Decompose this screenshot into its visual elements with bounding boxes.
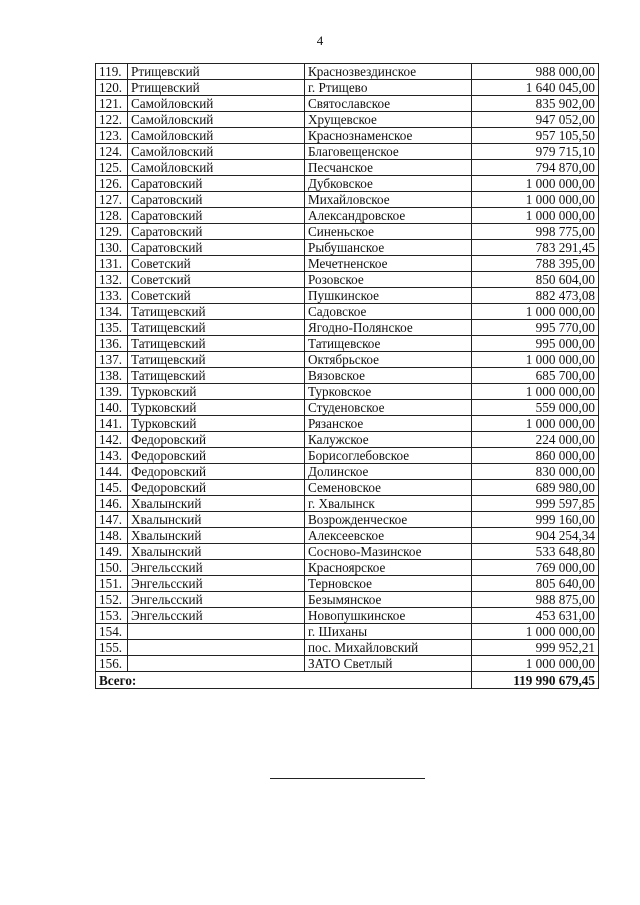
table-row	[96, 576, 599, 592]
cell-district: Хвалынский	[128, 528, 305, 544]
cell-amount: 1 000 000,00	[472, 656, 599, 672]
cell-settlement: Октябрьское	[305, 352, 472, 368]
cell-num: 143.	[96, 448, 128, 464]
table-row	[96, 496, 599, 512]
cell-district: Татищевский	[128, 368, 305, 384]
cell-amount: 805 640,00	[472, 576, 599, 592]
table-row	[96, 608, 599, 624]
cell-settlement: Рыбушанское	[305, 240, 472, 256]
table-row	[96, 64, 599, 80]
cell-amount: 1 000 000,00	[472, 192, 599, 208]
cell-num: 151.	[96, 576, 128, 592]
cell-settlement: Краснознаменское	[305, 128, 472, 144]
cell-district: Саратовский	[128, 192, 305, 208]
cell-settlement: Александровское	[305, 208, 472, 224]
cell-district: Федоровский	[128, 480, 305, 496]
cell-district: Федоровский	[128, 448, 305, 464]
cell-settlement: Михайловское	[305, 192, 472, 208]
cell-settlement: Краснозвездинское	[305, 64, 472, 80]
table-row	[96, 272, 599, 288]
signature-line	[270, 778, 425, 779]
cell-amount: 835 902,00	[472, 96, 599, 112]
cell-district: Саратовский	[128, 240, 305, 256]
cell-settlement: Калужское	[305, 432, 472, 448]
cell-num: 139.	[96, 384, 128, 400]
cell-num: 127.	[96, 192, 128, 208]
cell-district: Энгельсский	[128, 560, 305, 576]
cell-settlement: г. Хвалынск	[305, 496, 472, 512]
cell-district: Ртищевский	[128, 64, 305, 80]
cell-amount: 999 160,00	[472, 512, 599, 528]
table-row	[96, 80, 599, 96]
table-row	[96, 304, 599, 320]
table-row	[96, 592, 599, 608]
cell-settlement: г. Ртищево	[305, 80, 472, 96]
cell-amount: 783 291,45	[472, 240, 599, 256]
cell-num: 137.	[96, 352, 128, 368]
table-row	[96, 144, 599, 160]
cell-amount: 904 254,34	[472, 528, 599, 544]
cell-amount: 830 000,00	[472, 464, 599, 480]
table-row	[96, 544, 599, 560]
cell-district: Самойловский	[128, 128, 305, 144]
cell-settlement: Вязовское	[305, 368, 472, 384]
cell-amount: 794 870,00	[472, 160, 599, 176]
cell-amount: 788 395,00	[472, 256, 599, 272]
cell-district: Советский	[128, 272, 305, 288]
cell-num: 131.	[96, 256, 128, 272]
cell-num: 125.	[96, 160, 128, 176]
cell-num: 132.	[96, 272, 128, 288]
cell-amount: 1 000 000,00	[472, 176, 599, 192]
cell-amount: 988 000,00	[472, 64, 599, 80]
cell-amount: 1 640 045,00	[472, 80, 599, 96]
cell-num: 153.	[96, 608, 128, 624]
table-row	[96, 528, 599, 544]
cell-amount: 1 000 000,00	[472, 416, 599, 432]
cell-amount: 850 604,00	[472, 272, 599, 288]
cell-settlement: Татищевское	[305, 336, 472, 352]
cell-settlement: Песчанское	[305, 160, 472, 176]
cell-settlement: Алексеевское	[305, 528, 472, 544]
cell-amount: 769 000,00	[472, 560, 599, 576]
cell-district	[128, 624, 305, 640]
total-amount: 119 990 679,45	[472, 672, 599, 689]
cell-num: 140.	[96, 400, 128, 416]
cell-settlement: Студеновское	[305, 400, 472, 416]
cell-amount: 1 000 000,00	[472, 624, 599, 640]
cell-amount: 685 700,00	[472, 368, 599, 384]
table-row	[96, 96, 599, 112]
cell-num: 134.	[96, 304, 128, 320]
cell-amount: 979 715,10	[472, 144, 599, 160]
cell-settlement: Турковское	[305, 384, 472, 400]
cell-amount: 988 875,00	[472, 592, 599, 608]
cell-num: 122.	[96, 112, 128, 128]
cell-num: 148.	[96, 528, 128, 544]
table-row	[96, 480, 599, 496]
cell-num: 152.	[96, 592, 128, 608]
cell-amount: 453 631,00	[472, 608, 599, 624]
cell-num: 120.	[96, 80, 128, 96]
cell-num: 144.	[96, 464, 128, 480]
table-row	[96, 416, 599, 432]
table-row	[96, 112, 599, 128]
table-row	[96, 624, 599, 640]
table-row	[96, 288, 599, 304]
table-row	[96, 160, 599, 176]
cell-settlement: Розовское	[305, 272, 472, 288]
table-row	[96, 176, 599, 192]
cell-amount: 999 597,85	[472, 496, 599, 512]
cell-settlement: Пушкинское	[305, 288, 472, 304]
cell-amount: 995 000,00	[472, 336, 599, 352]
cell-settlement: Синеньское	[305, 224, 472, 240]
cell-num: 149.	[96, 544, 128, 560]
cell-district: Татищевский	[128, 320, 305, 336]
table-row	[96, 464, 599, 480]
table-row	[96, 512, 599, 528]
cell-num: 154.	[96, 624, 128, 640]
table-row	[96, 560, 599, 576]
cell-amount: 1 000 000,00	[472, 352, 599, 368]
cell-district: Самойловский	[128, 96, 305, 112]
cell-amount: 957 105,50	[472, 128, 599, 144]
cell-district: Татищевский	[128, 336, 305, 352]
cell-num: 130.	[96, 240, 128, 256]
cell-settlement: Терновское	[305, 576, 472, 592]
cell-district: Федоровский	[128, 464, 305, 480]
cell-district: Саратовский	[128, 176, 305, 192]
cell-district: Турковский	[128, 416, 305, 432]
cell-district: Хвалынский	[128, 496, 305, 512]
cell-num: 142.	[96, 432, 128, 448]
cell-num: 155.	[96, 640, 128, 656]
cell-settlement: г. Шиханы	[305, 624, 472, 640]
cell-amount: 882 473,08	[472, 288, 599, 304]
cell-amount: 999 952,21	[472, 640, 599, 656]
cell-settlement: Красноярское	[305, 560, 472, 576]
cell-num: 146.	[96, 496, 128, 512]
cell-settlement: Ягодно-Полянское	[305, 320, 472, 336]
table-row	[96, 320, 599, 336]
cell-num: 123.	[96, 128, 128, 144]
cell-num: 135.	[96, 320, 128, 336]
cell-num: 141.	[96, 416, 128, 432]
cell-district: Советский	[128, 288, 305, 304]
cell-settlement: Борисоглебовское	[305, 448, 472, 464]
cell-district: Саратовский	[128, 208, 305, 224]
table-row	[96, 640, 599, 656]
cell-num: 128.	[96, 208, 128, 224]
cell-settlement: Возрожденческое	[305, 512, 472, 528]
cell-settlement: Святославское	[305, 96, 472, 112]
cell-num: 133.	[96, 288, 128, 304]
cell-num: 138.	[96, 368, 128, 384]
table-row	[96, 192, 599, 208]
table-row	[96, 224, 599, 240]
cell-num: 129.	[96, 224, 128, 240]
table-row	[96, 208, 599, 224]
cell-amount: 860 000,00	[472, 448, 599, 464]
cell-settlement: Хрущевское	[305, 112, 472, 128]
cell-district: Хвалынский	[128, 544, 305, 560]
cell-settlement: Садовское	[305, 304, 472, 320]
table-row	[96, 240, 599, 256]
cell-settlement: Рязанское	[305, 416, 472, 432]
cell-district: Энгельсский	[128, 608, 305, 624]
cell-district: Советский	[128, 256, 305, 272]
cell-settlement: ЗАТО Светлый	[305, 656, 472, 672]
cell-settlement: пос. Михайловский	[305, 640, 472, 656]
table-row	[96, 128, 599, 144]
cell-settlement: Долинское	[305, 464, 472, 480]
cell-amount: 1 000 000,00	[472, 384, 599, 400]
table-body	[96, 64, 599, 689]
cell-amount: 689 980,00	[472, 480, 599, 496]
table-row	[96, 384, 599, 400]
cell-amount: 947 052,00	[472, 112, 599, 128]
table-row	[96, 368, 599, 384]
cell-district: Энгельсский	[128, 576, 305, 592]
cell-amount: 224 000,00	[472, 432, 599, 448]
table-row	[96, 352, 599, 368]
cell-amount: 559 000,00	[472, 400, 599, 416]
cell-num: 126.	[96, 176, 128, 192]
cell-settlement: Благовещенское	[305, 144, 472, 160]
cell-amount: 995 770,00	[472, 320, 599, 336]
cell-district: Турковский	[128, 384, 305, 400]
cell-district: Самойловский	[128, 112, 305, 128]
cell-district: Татищевский	[128, 304, 305, 320]
cell-district: Самойловский	[128, 160, 305, 176]
cell-settlement: Сосново-Мазинское	[305, 544, 472, 560]
cell-amount: 998 775,00	[472, 224, 599, 240]
distribution-table	[95, 63, 599, 689]
cell-amount: 533 648,80	[472, 544, 599, 560]
cell-district: Энгельсский	[128, 592, 305, 608]
total-label: Всего:	[96, 672, 472, 689]
table-row	[96, 432, 599, 448]
cell-num: 121.	[96, 96, 128, 112]
cell-amount: 1 000 000,00	[472, 208, 599, 224]
table-row	[96, 400, 599, 416]
cell-num: 150.	[96, 560, 128, 576]
cell-amount: 1 000 000,00	[472, 304, 599, 320]
total-row	[96, 672, 599, 689]
cell-district: Ртищевский	[128, 80, 305, 96]
cell-settlement: Мечетненское	[305, 256, 472, 272]
table-row	[96, 656, 599, 672]
cell-district: Федоровский	[128, 432, 305, 448]
cell-district	[128, 656, 305, 672]
cell-num: 147.	[96, 512, 128, 528]
cell-district: Саратовский	[128, 224, 305, 240]
cell-num: 119.	[96, 64, 128, 80]
cell-num: 145.	[96, 480, 128, 496]
cell-district: Хвалынский	[128, 512, 305, 528]
cell-settlement: Безымянское	[305, 592, 472, 608]
cell-district: Самойловский	[128, 144, 305, 160]
cell-district: Турковский	[128, 400, 305, 416]
cell-settlement: Дубковское	[305, 176, 472, 192]
cell-settlement: Новопушкинское	[305, 608, 472, 624]
page-number: 4	[316, 33, 324, 48]
cell-num: 136.	[96, 336, 128, 352]
cell-num: 124.	[96, 144, 128, 160]
table-row	[96, 448, 599, 464]
cell-district	[128, 640, 305, 656]
table-row	[96, 256, 599, 272]
table-row	[96, 336, 599, 352]
cell-num: 156.	[96, 656, 128, 672]
cell-settlement: Семеновское	[305, 480, 472, 496]
cell-district: Татищевский	[128, 352, 305, 368]
